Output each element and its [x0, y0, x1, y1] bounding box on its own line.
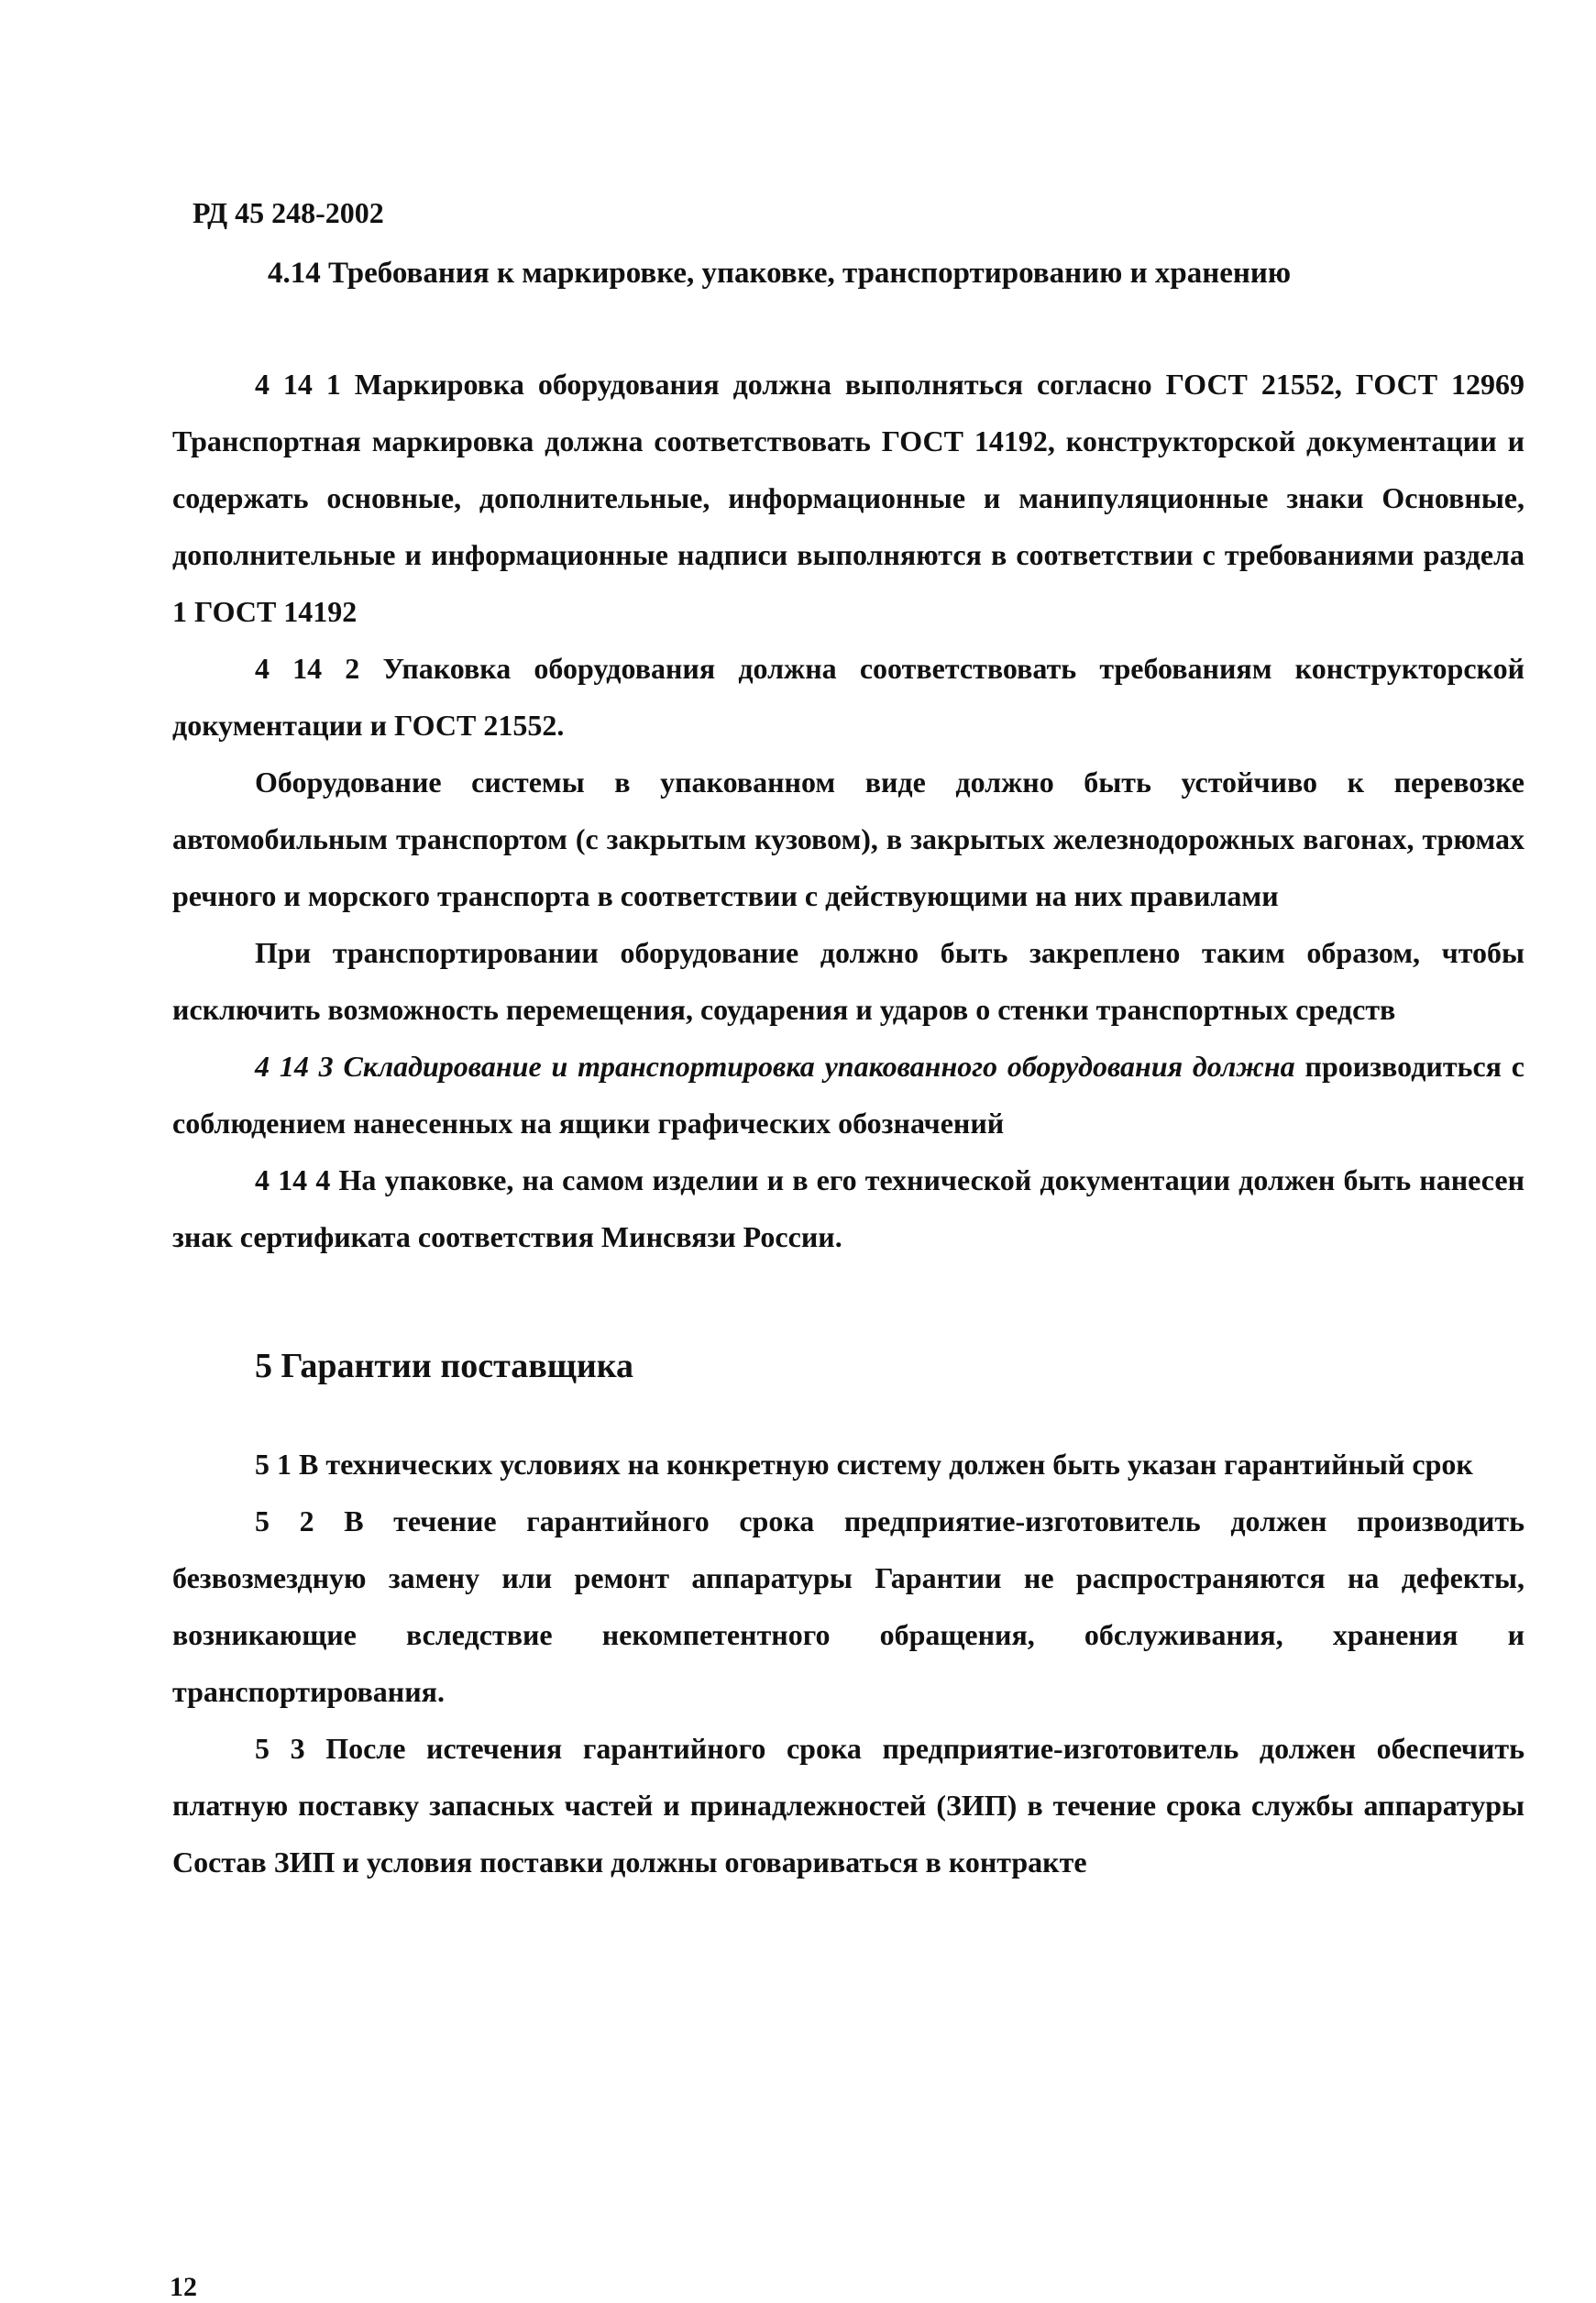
paragraph-4-14-3-italic: 4 14 3 Складирование и транспортировка упакованного оборудования должна — [255, 1050, 1295, 1083]
paragraph-4-14-2-transport: Оборудование системы в упакованном виде должно быть устойчиво к перевозке автомобильным транспортом (с закрытым кузовом), в закрытых железнодорожных вагонах, трюмах речного и морского транспорта в соответствии с действующими на них правилами — [172, 766, 1524, 912]
paragraph-4-14-2-fixing: При транспортировании оборудование должно быть закреплено таким образом, чтобы исключить возможность перемещения, соударения и ударов о стенки транспортных средств — [172, 936, 1524, 1026]
paragraph-4-14-3 — [172, 1038, 1524, 1152]
section-title-5: 5 Гарантии поставщика — [255, 1347, 634, 1385]
section-5-body — [172, 1436, 1524, 1890]
document-code: РД 45 248-2002 — [193, 196, 384, 229]
section-heading-4-14: 4.14 Требования к маркировке, упаковке, транспортированию и хранению — [268, 257, 1292, 290]
paragraph-5-1: 5 1 В технических условиях на конкретную систему должен быть указан гарантийный срок — [255, 1448, 1473, 1481]
paragraph-4-14-2: 4 14 2 Упаковка оборудования должна соответствовать требованиям конструкторской документации и ГОСТ 21552. — [172, 652, 1524, 742]
page-number: 12 — [170, 2272, 197, 2302]
section-4-14-body — [172, 356, 1524, 1265]
paragraph-4-14-1: 4 14 1 Маркировка оборудования должна выполняться согласно ГОСТ 21552, ГОСТ 12969 Транспортная маркировка должна соответствовать ГОСТ 14192, конструкторской документации и содержать основные, дополнительные, информационные и манипуляционные знаки Основные, дополнительные и информационные надписи выполняются в соответствии с требованиями раздела 1 ГОСТ 14192 — [172, 368, 1524, 628]
paragraph-4-14-4: 4 14 4 На упаковке, на самом изделии и в его технической документации должен быть нанесен знак сертификата соответствия Минсвязи России. — [172, 1163, 1524, 1253]
paragraph-4-14-3-rest: производиться с соблюдением нанесенных на ящики графических обозначений — [172, 1050, 1525, 1140]
paragraph-5-3: 5 3 После истечения гарантийного срока предприятие-изготовитель должен обеспечить платную поставку запасных частей и принадлежностей (ЗИП) в течение срока службы аппаратуры Состав ЗИП и условия поставки должны оговариваться в контракте — [172, 1732, 1524, 1879]
paragraph-5-2: 5 2 В течение гарантийного срока предприятие-изготовитель должен производить безвозмездную замену или ремонт аппаратуры Гарантии не распространяются на дефекты, возникающие вследствие некомпетентного обращения, обслуживания, хранения и транспортирования. — [172, 1504, 1524, 1708]
